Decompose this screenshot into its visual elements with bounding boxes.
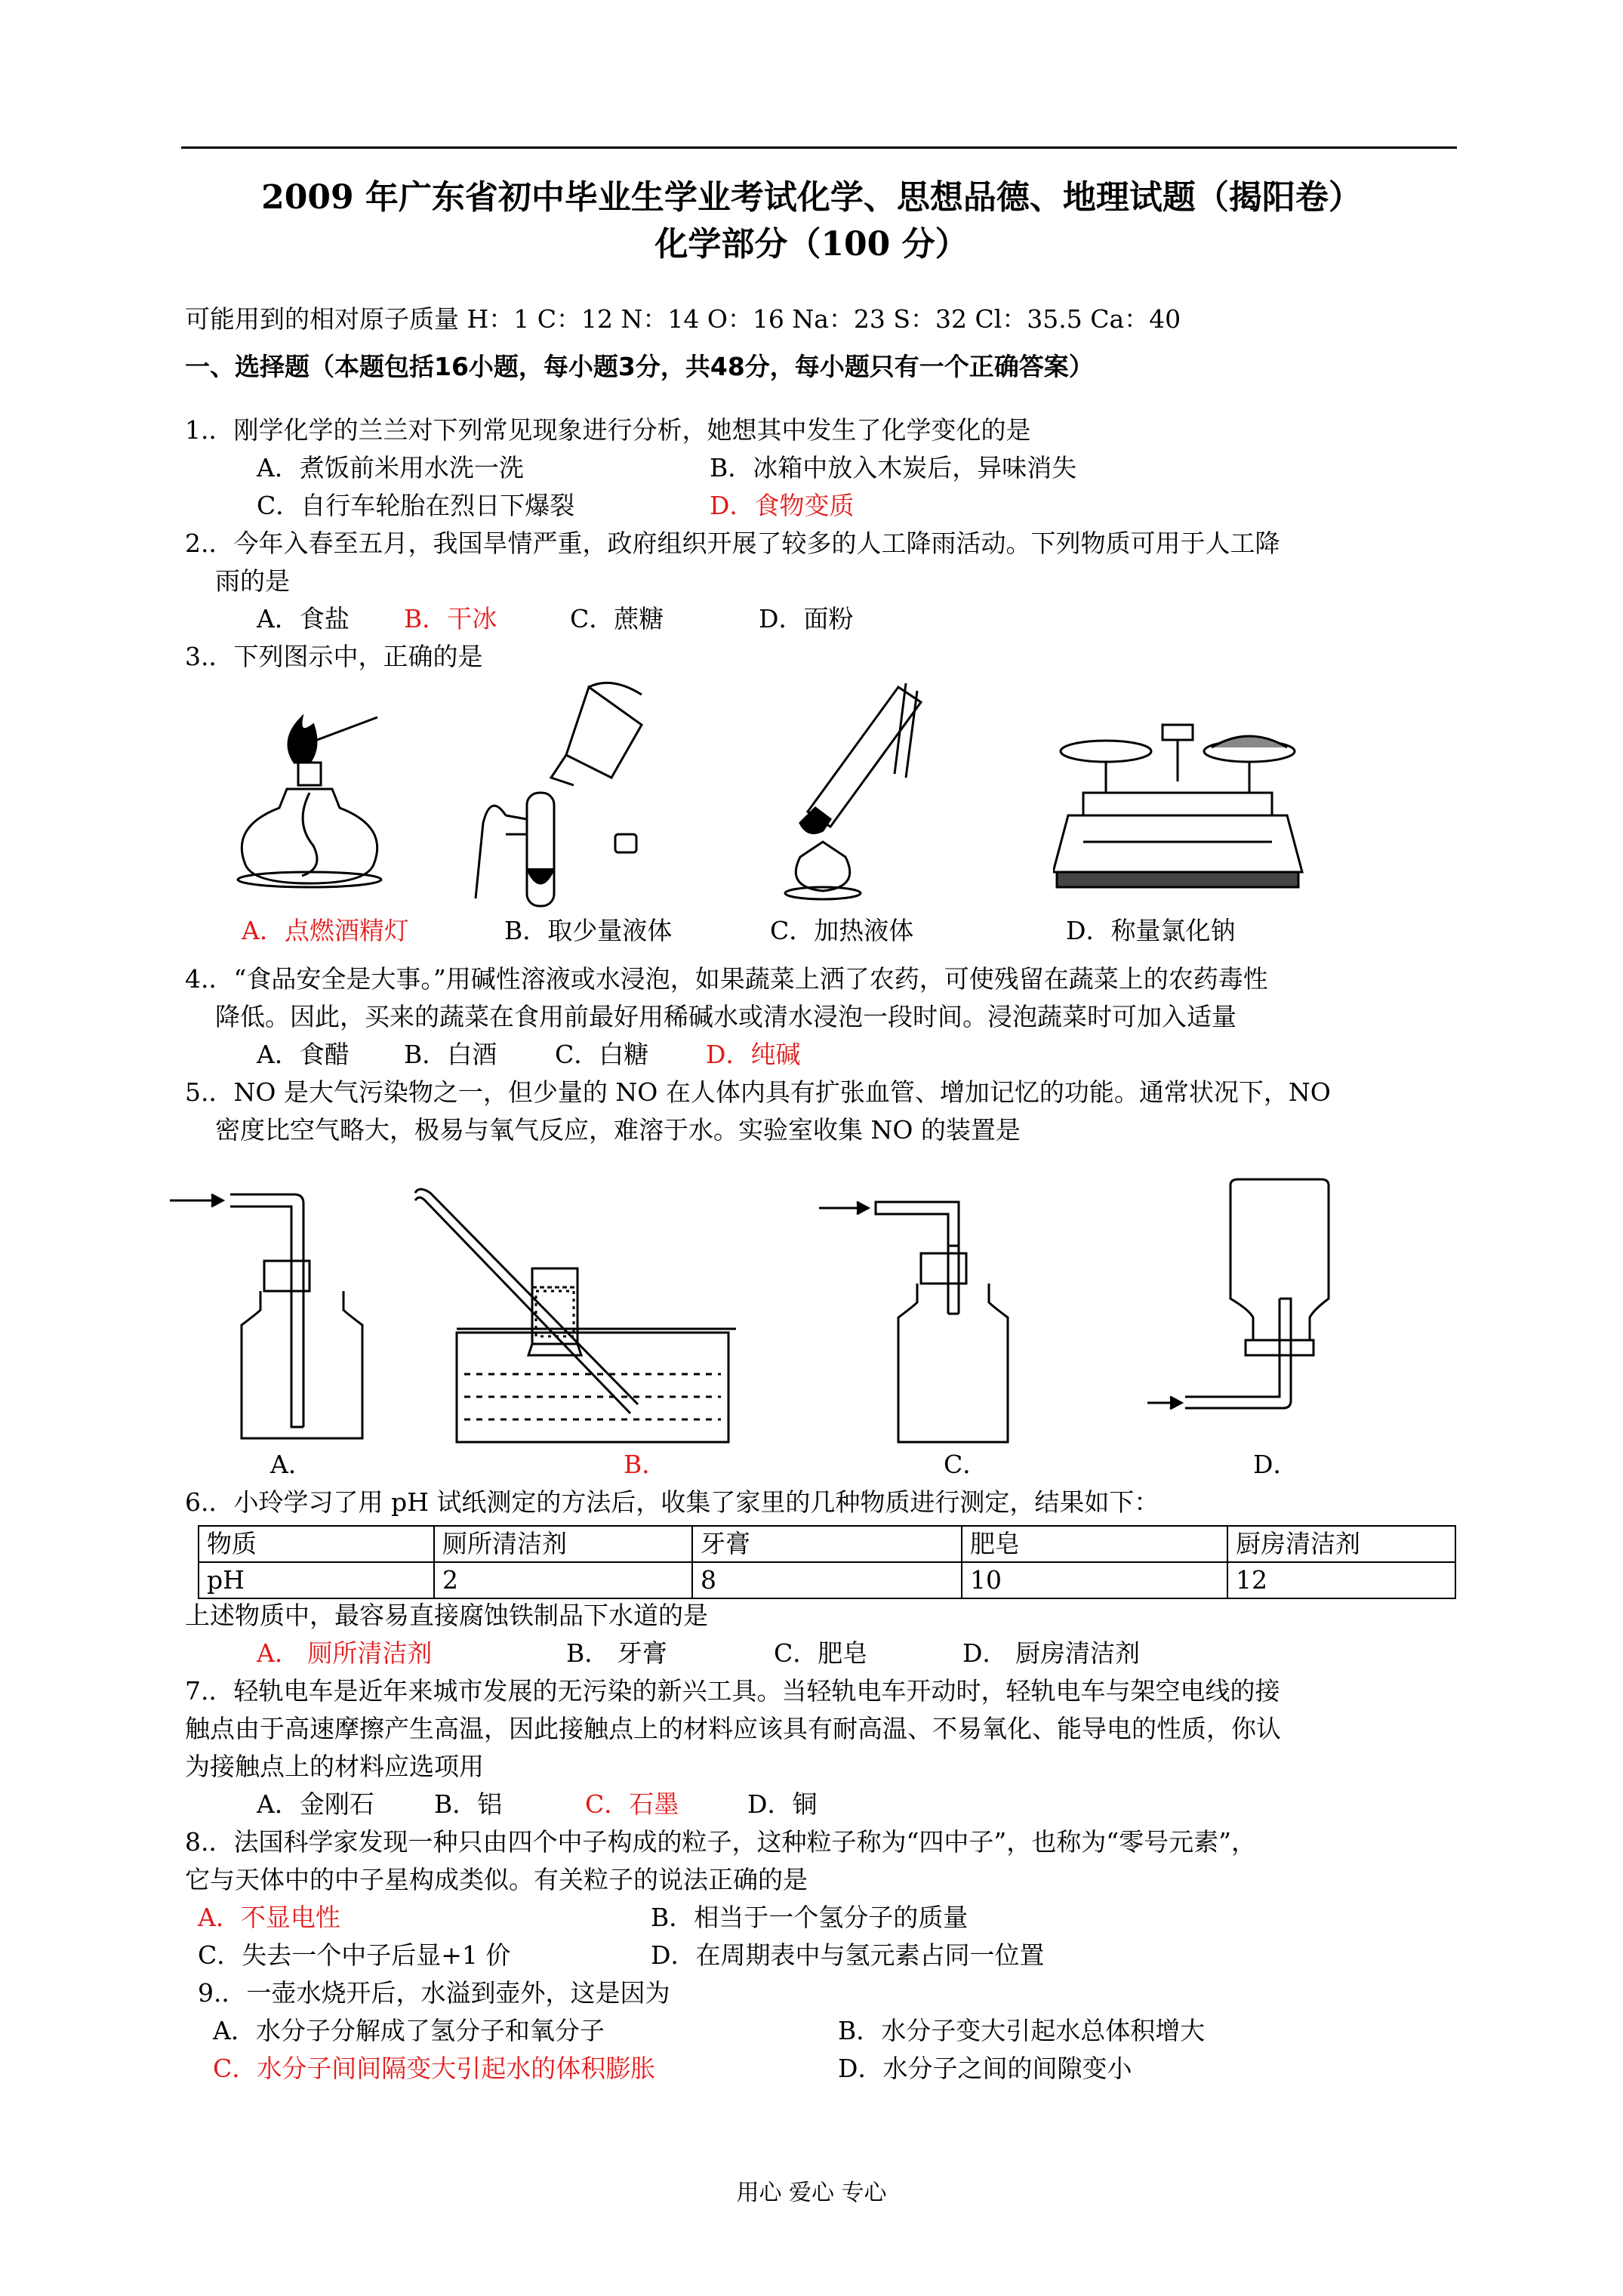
question-7-stem-cont: 触点由于高速摩擦产生高温，因此接触点上的材料应该具有耐高温、不易氧化、能导电的性质，你认 <box>185 1714 1281 1743</box>
question-5-option-b: B． <box>624 1450 667 1479</box>
table-row <box>199 1562 1455 1598</box>
question-7-option-b: B．铝 <box>434 1789 503 1819</box>
question-8-option-b: B．相当于一个氢分子的质量 <box>651 1903 969 1932</box>
question-5-option-c: C． <box>944 1450 988 1479</box>
page-subtitle: 化学部分（100 分） <box>654 225 969 264</box>
question-9-option-c: C．水分子间间隔变大引起水的体积膨胀 <box>213 2054 656 2083</box>
question-5-option-a: A． <box>270 1450 313 1479</box>
alcohol-lamp-figure <box>226 695 400 898</box>
gas-bottle-c-figure <box>815 1193 1019 1450</box>
question-8-option-c: C．失去一个中子后显+1 价 <box>198 1940 511 1970</box>
question-1-option-c: C．自行车轮胎在烈日下爆裂 <box>257 491 575 520</box>
atomic-masses: 可能用到的相对原子质量 H：1 C：12 N：14 O：16 Na：23 S：32 Cl：35.5 Ca：40 <box>185 304 1181 334</box>
question-9-option-b: B．水分子变大引起水总体积增大 <box>838 2016 1206 2045</box>
question-6-option-d: D． 厨房清洁剂 <box>962 1638 1140 1668</box>
heating-liquid-figure <box>747 676 944 902</box>
table-cell: 2 <box>434 1562 692 1598</box>
question-6-option-b: B． 牙膏 <box>566 1638 667 1668</box>
question-3-option-a: A．点燃酒精灯 <box>242 916 409 945</box>
page-footer: 用心 爱心 专心 <box>736 2180 887 2206</box>
question-3-option-c: C．加热液体 <box>770 916 914 945</box>
question-1-option-b: B．冰箱中放入木炭后，异味消失 <box>710 453 1077 482</box>
question-4-option-d: D．纯碱 <box>706 1040 801 1069</box>
question-8-option-a: A．不显电性 <box>198 1903 340 1932</box>
question-2-stem: 2.．今年入春至五月，我国旱情严重，政府组织开展了较多的人工降雨活动。下列物质可用于人工降 <box>185 529 1280 558</box>
question-8-stem-cont: 它与天体中的中子星构成类似。有关粒子的说法正确的是 <box>185 1865 808 1894</box>
water-displacement-b-figure <box>411 1178 744 1450</box>
question-3-option-d: D．称量氯化钠 <box>1066 916 1236 945</box>
page-title: 2009 年广东省初中毕业生学业考试化学、思想品德、地理试题（揭阳卷） <box>261 178 1362 217</box>
question-7-stem: 7.．轻轨电车是近年来城市发展的无污染的新兴工具。当轻轨电车开动时，轻轨电车与架空电线的接 <box>185 1676 1280 1706</box>
question-2-option-d: D．面粉 <box>759 604 854 633</box>
question-2-option-c: C．蔗糖 <box>570 604 664 633</box>
question-8-stem: 8.．法国科学家发现一种只由四个中子构成的粒子，这种粒子称为“四中子”，也称为“零号元素”， <box>185 1827 1256 1857</box>
table-cell: 8 <box>692 1562 962 1598</box>
table-cell: 10 <box>962 1562 1227 1598</box>
question-9-option-a: A．水分子分解成了氢分子和氧分子 <box>213 2016 605 2045</box>
gas-bottle-a-figure <box>166 1178 393 1450</box>
pouring-liquid-figure <box>460 672 664 914</box>
question-9-stem: 9.．一壶水烧开后，水溢到壶外，这是因为 <box>198 1978 670 2008</box>
inverted-bottle-d-figure <box>1132 1178 1381 1435</box>
question-4-option-b: B．白酒 <box>404 1040 497 1069</box>
question-4-option-a: A．食醋 <box>257 1040 350 1069</box>
question-7-stem-cont2: 为接触点上的材料应选项用 <box>185 1752 484 1781</box>
question-9-option-d: D．水分子之间的间隙变小 <box>838 2054 1132 2083</box>
question-3-stem: 3.．下列图示中，正确的是 <box>185 642 483 671</box>
table-cell: 牙膏 <box>692 1526 962 1562</box>
question-5-stem-cont: 密度比空气略大，极易与氧气反应，难溶于水。实验室收集 NO 的装置是 <box>215 1115 1021 1145</box>
table-cell: 12 <box>1227 1562 1455 1598</box>
question-1-option-d: D．食物变质 <box>710 491 855 520</box>
question-5-option-d: D． <box>1253 1450 1298 1479</box>
header-rule <box>181 146 1457 149</box>
question-4-stem: 4.．“食品安全是大事。”用碱性溶液或水浸泡，如果蔬菜上洒了农药，可使残留在蔬菜上的农药毒性 <box>185 964 1268 994</box>
question-4-option-c: C．白糖 <box>555 1040 649 1069</box>
question-7-option-a: A．金刚石 <box>257 1789 374 1819</box>
question-2-option-a: A．食盐 <box>257 604 350 633</box>
table-row <box>199 1526 1455 1562</box>
question-6-follow-up: 上述物质中，最容易直接腐蚀铁制品下水道的是 <box>185 1601 708 1630</box>
table-cell: pH <box>199 1562 434 1598</box>
section-heading: 一、选择题（本题包括16小题，每小题3分，共48分，每小题只有一个正确答案） <box>185 352 1094 381</box>
table-cell: 厕所清洁剂 <box>434 1526 692 1562</box>
question-1-stem: 1.．刚学化学的兰兰对下列常见现象进行分析，她想其中发生了化学变化的是 <box>185 415 1031 445</box>
ph-table <box>198 1525 1456 1599</box>
question-2-option-b: B．干冰 <box>404 604 497 633</box>
question-7-option-c: C．石墨 <box>585 1789 679 1819</box>
question-6-stem: 6.．小玲学习了用 pH 试纸测定的方法后，收集了家里的几种物质进行测定，结果如下： <box>185 1487 1160 1517</box>
question-8-option-d: D．在周期表中与氢元素占同一位置 <box>651 1940 1045 1970</box>
question-6-option-c: C．肥皂 <box>774 1638 868 1668</box>
question-1-option-a: A．煮饭前米用水洗一洗 <box>257 453 524 482</box>
question-5-stem: 5.．NO 是大气污染物之一，但少量的 NO 在人体内具有扩张血管、增加记忆的功能。通常状况下，NO <box>185 1077 1331 1107</box>
table-cell: 厨房清洁剂 <box>1227 1526 1455 1562</box>
balance-figure <box>1053 721 1310 895</box>
question-6-option-a: A． 厕所清洁剂 <box>257 1638 433 1668</box>
question-2-stem-cont: 雨的是 <box>215 566 290 596</box>
question-4-stem-cont: 降低。因此，买来的蔬菜在食用前最好用稀碱水或清水浸泡一段时间。浸泡蔬菜时可加入适量 <box>215 1002 1236 1031</box>
question-7-option-d: D．铜 <box>747 1789 818 1819</box>
table-cell: 肥皂 <box>962 1526 1227 1562</box>
table-cell: 物质 <box>199 1526 434 1562</box>
question-3-option-b: B．取少量液体 <box>504 916 673 945</box>
